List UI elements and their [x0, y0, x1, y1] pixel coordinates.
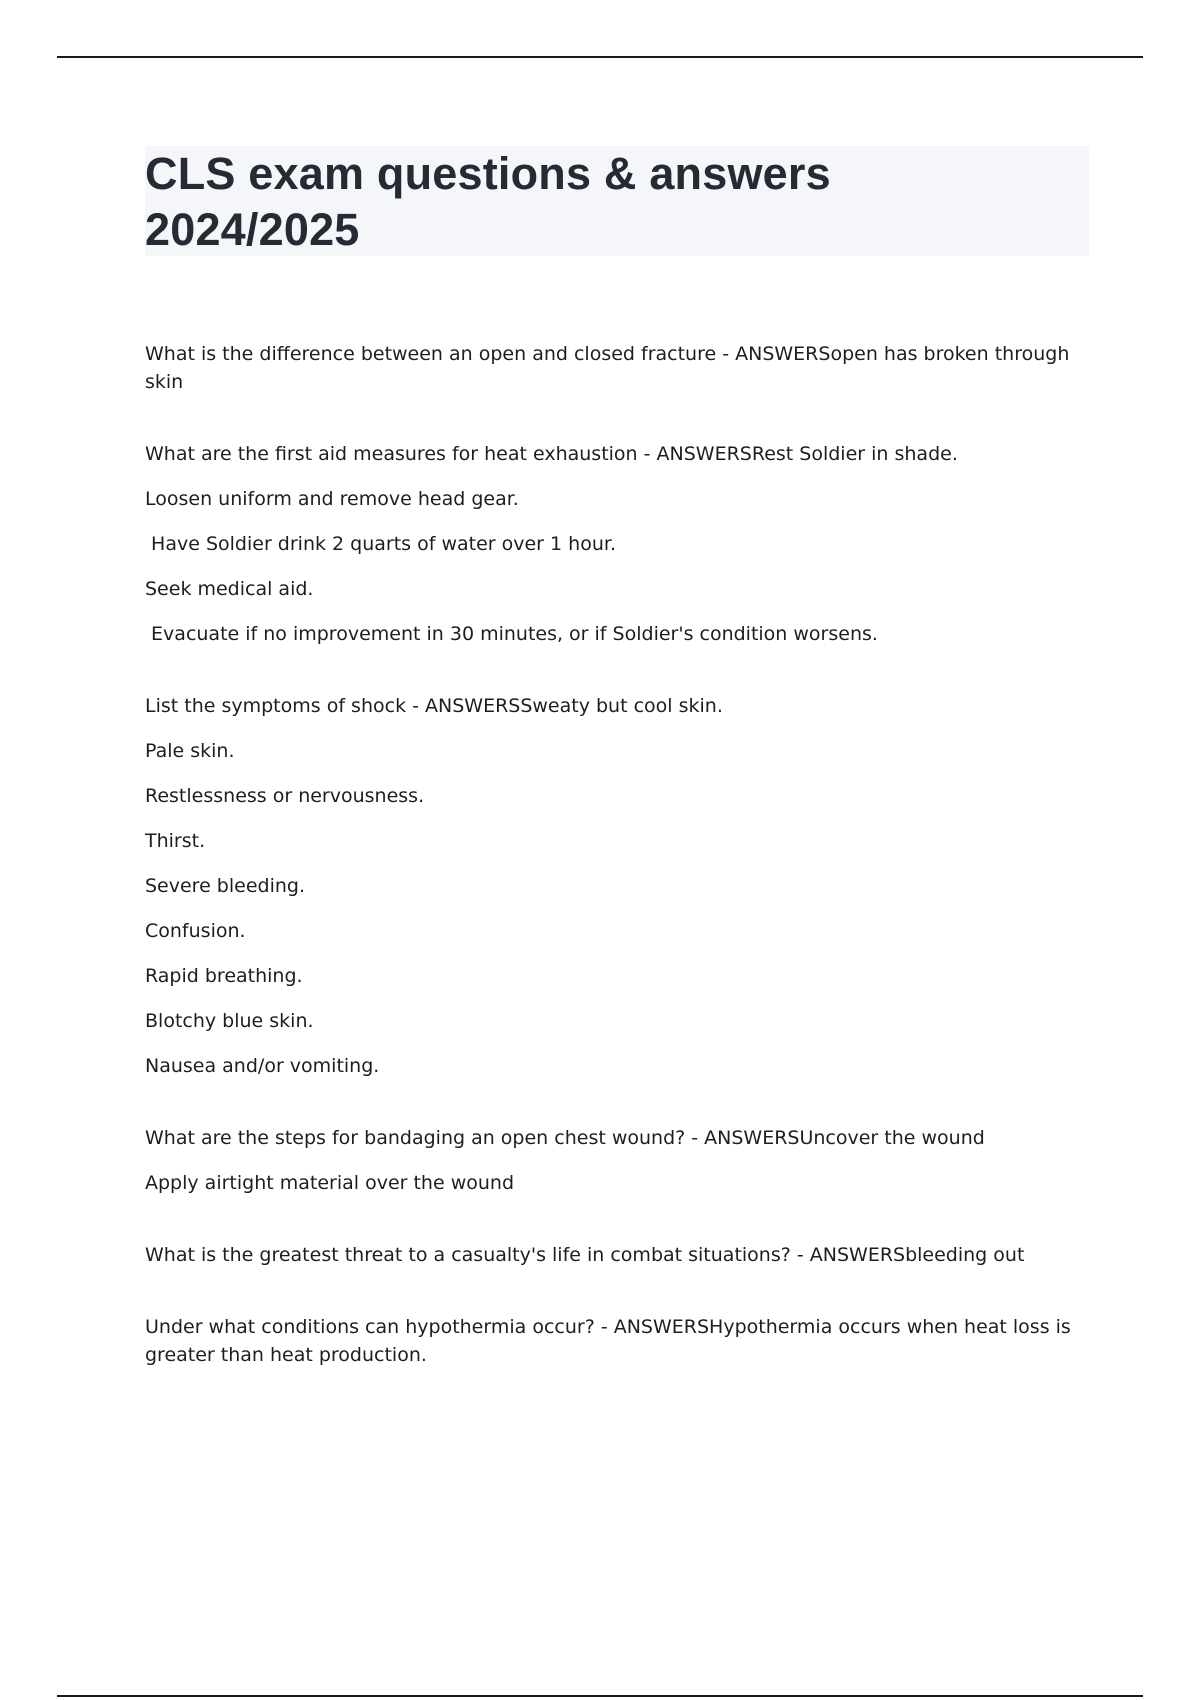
qa-item — [145, 440, 1095, 648]
qa-line: Thirst. — [145, 830, 206, 852]
qa-line: Evacuate if no improvement in 30 minutes, or if Soldier's condition worsens. — [145, 623, 878, 645]
header-rule — [57, 56, 1143, 58]
qa-line: Loosen uniform and remove head gear. — [145, 488, 519, 510]
qa-item — [145, 692, 1095, 1080]
qa-item — [145, 1124, 1095, 1197]
footer-rule — [57, 1695, 1143, 1697]
qa-item — [145, 1313, 1095, 1369]
qa-line: What is the difference between an open and closed fracture - ANSWERSopen has broken through skin — [145, 343, 1076, 393]
qa-item — [145, 340, 1095, 396]
qa-line: What are the steps for bandaging an open chest wound? - ANSWERSUncover the wound — [145, 1127, 985, 1149]
qa-line: Severe bleeding. — [145, 875, 306, 897]
qa-line: Pale skin. — [145, 740, 235, 762]
qa-line: Have Soldier drink 2 quarts of water over 1 hour. — [145, 533, 616, 555]
document-title — [145, 146, 1089, 258]
qa-line: Seek medical aid. — [145, 578, 314, 600]
qa-line: Apply airtight material over the wound — [145, 1172, 515, 1194]
qa-line: What are the first aid measures for heat exhaustion - ANSWERSRest Soldier in shade. — [145, 443, 958, 465]
qa-line: Under what conditions can hypothermia occur? - ANSWERSHypothermia occurs when heat loss is greater than heat production. — [145, 1316, 1077, 1366]
qa-list — [145, 340, 1095, 1413]
qa-line: Blotchy blue skin. — [145, 1010, 314, 1032]
qa-line: List the symptoms of shock - ANSWERSSweaty but cool skin. — [145, 695, 723, 717]
title-box — [145, 146, 1089, 256]
title-line-2: 2024/2025 — [145, 204, 360, 255]
qa-line: Restlessness or nervousness. — [145, 785, 425, 807]
qa-item — [145, 1241, 1095, 1269]
qa-line: What is the greatest threat to a casualty's life in combat situations? - ANSWERSbleeding out — [145, 1244, 1025, 1266]
qa-line: Nausea and/or vomiting. — [145, 1055, 380, 1077]
title-line-1: CLS exam questions & answers — [145, 148, 831, 199]
qa-line: Confusion. — [145, 920, 246, 942]
qa-line: Rapid breathing. — [145, 965, 303, 987]
